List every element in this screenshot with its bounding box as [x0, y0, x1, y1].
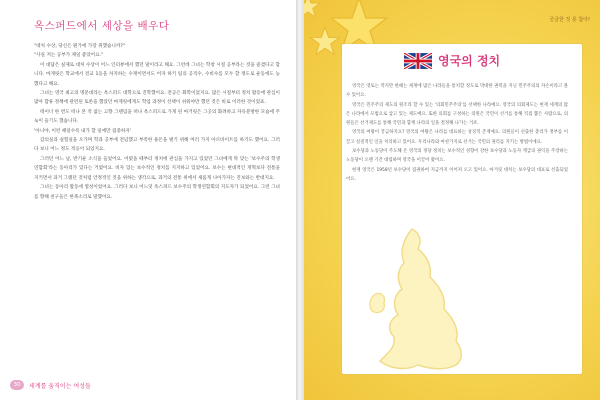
paragraph: 테이너 한 번도 떠나 본 적 없는 고향 그랜덤을 떠나 옥스퍼드로 가게 된 마거릿은 그곳의 화려하고 자유분방한 모습에 주눅이 들기도 했습니다. [34, 109, 280, 125]
paragraph: 영국은 민주주의 제도의 원조라 할 수 있는 '의회민주주의'를 선택한 나라예요. 영국의 의회제도는 현재 세계의 많은 나라에서 모범으로 삼고 있는 제도예요. 또한 의회를 구성하는 의원은 국민이 선거를 통해 직접 뽑은 사람으로, 의원들은 선거제도를 통해 국민과 함께 나라의 일을 결정해 나가는 거죠. [346, 102, 568, 127]
paragraph: 보수당과 노동당이 주도해 온 영국의 정당 정치는 보수적인 성향이 강한 보수당과 노동자 계급의 권익을 주장하는 노동당이 오랜 기간 대립하며 영국을 이끌어 왔어요. [346, 149, 568, 164]
book-gutter [296, 0, 304, 400]
uk-flag-icon [404, 53, 432, 69]
box-title: 영국의 정치 [438, 54, 501, 68]
paragraph: 현재 영국은 1958년 보수당이 집권하여 지금까지 이어져 오고 있어요. 마거릿 대처는 보수당의 대표로 선출되었어요. [346, 167, 568, 182]
info-box-text [346, 82, 568, 184]
paragraph: 영국은 영토는 작지만 한때는 세계에 많은 나라들을 통치할 정도로 막대한 권력을 지닌 민주주의의 자손이라고 볼 수 있어요. [346, 84, 568, 99]
paragraph: 그러던 어느 날, 반기운 소식을 들었어요. 어렸을 때부터 정치에 관심을 가지고 있었던 그녀에게 딱 맞는 '보수주의 학생연합회'라는 동아리가 있다는 거였어요. 비자 있는 보수적인 정치를 지지하고 있었어요. 보수는 현대적인 개혁보다 전통을 지키면서 과거 그랬던 것처럼 안정적인 것을 위하는 생각으로, 과거의 전통 위에서 새롭게 나아가자는 진보와는 반대지요. [34, 156, 280, 181]
paragraph: 그녀는 동아리 활동에 열성이었어요. 그러다 보니 어느덧 옥스퍼드 보수주의 학생연합회의 지도자가 되었어요. 그런 그녀를 향해 친구들은 한목소리로 말했어요. [34, 185, 280, 200]
star-icon [304, 0, 320, 18]
left-page [0, 0, 296, 400]
paragraph: 영국의 여왕이 궁금하지요? 영국의 여왕은 나라를 대표하는 상징적 존재예요. 의원들이 선출한 총리가 정부를 이끌고 실질적인 일을 처리하고 있어요. 우리나라와 마찬가지로 선거는 국민의 권리를 지키는 방법이에요. [346, 130, 568, 145]
left-body-text [34, 42, 280, 202]
chapter-title: 옥스퍼드에서 세상을 배우다 [34, 20, 170, 32]
paragraph: "대처 수상, 당신은 뭔가에 가장 취했습니까?" [34, 44, 125, 49]
paragraph: 그녀는 영국 최고의 명문대라는 옥스퍼드 대학으로 진학했어요. 전공은 화학이었지요. 많은 시절부터 정치 활동에 관심이 많아 합류 정책에 관련된 토론을 했었던 마게릿에게도 학업 과정이 선택이 쉬워야만 했던 것은 바로 이러한 것이었죠. [34, 91, 280, 106]
paragraph: 감의실과 실험실을 오가며 학과 공부에 전념했고 부족한 용돈을 벌기 위해 여러 가지 아르바이트를 하기도 했어요. 그러다 보니 어느 정도 적응이 되었지요. [34, 138, 280, 153]
info-box-title [404, 52, 500, 69]
page-number: 30 [10, 380, 24, 390]
paragraph: '아니야, 이런 때일수록 내가 할 일에만 집중하자' [34, 128, 132, 134]
footer-text: 세계를 움직이는 여성들 [29, 382, 91, 390]
star-icon [310, 26, 340, 56]
paragraph: 이 대답은 실제로 대처 수상이 어느 인터뷰에서 했던 말이라고 해요. 그런데 그녀는 학창 시절 공부라는 것을 즐겼다고 합니다. 마게릿은 학교에서 전교 1등을 차지하는 수재이면서도 어자 하키 팀의 공격수, 수비수를 모두 할 정도로 운동에도 능했다고 해요. [34, 62, 280, 87]
britain-map [360, 225, 470, 375]
page-footer [10, 380, 91, 390]
running-header: 궁금한 것 못 참아! [549, 17, 590, 23]
paragraph: "사실 저는 공부가 제일 좋았어요." [34, 53, 104, 59]
